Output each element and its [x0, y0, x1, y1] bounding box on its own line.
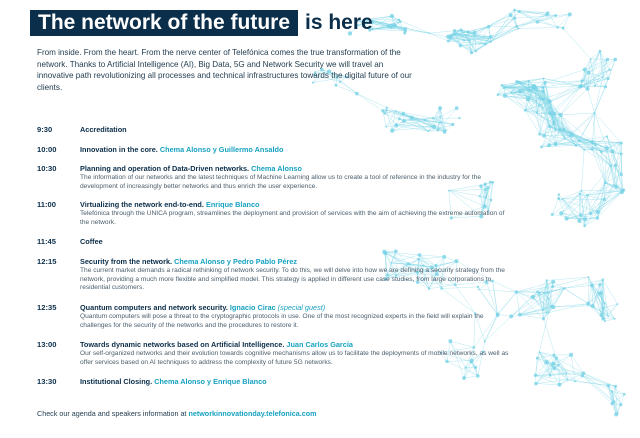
agenda-description: The information of our networks and the latest techniques of Machine Learning allow us to create a tool of reference in the industry for the development of increasingly better networks and thus enrich the user experience. — [80, 174, 481, 190]
agenda-time: 12:35 — [37, 303, 57, 312]
agenda-description: Quantum computers will pose a threat to the cryptographic protocols in use. One of the most recognized experts in the field will explain the challenges for the security of the networks and the procedures to restore it. — [80, 313, 484, 329]
agenda-title: Security from the network. — [80, 257, 173, 266]
agenda-speakers: Chema Alonso — [251, 164, 302, 173]
agenda-speakers: Ignacio Cirac — [229, 303, 276, 312]
agenda-time: 13:30 — [37, 377, 57, 386]
agenda-speakers: Enrique Blanco — [205, 200, 260, 209]
agenda-time: 13:00 — [37, 340, 57, 349]
agenda-time: 12:15 — [37, 257, 57, 266]
title-rest: is here — [305, 11, 373, 34]
agenda-speakers: Chema Alonso y Enrique Blanco — [154, 377, 267, 386]
agenda-time: 9:30 — [37, 125, 53, 134]
footer-text: Check our agenda and speakers information at — [37, 409, 187, 418]
agenda-note: (special guest) — [277, 303, 326, 312]
agenda-title: Towards dynamic networks based on Artificial Intelligence. — [80, 340, 285, 349]
footer-link[interactable]: networkinnovationday.telefonica.com — [188, 409, 317, 418]
agenda-title: Planning and operation of Data-Driven networks. — [80, 164, 250, 173]
page-title — [30, 10, 373, 36]
agenda-time: 10:30 — [37, 164, 57, 173]
agenda-title: Accreditation — [80, 125, 127, 134]
agenda-speakers: Chema Alonso y Guillermo Ansaldo — [159, 145, 284, 154]
footer — [37, 409, 317, 418]
agenda-description: Our self-organized networks and their evolution towards cognitive mechanisms allow us to facilitate the deployments of mobile networks, as well as offer services based on AI techniques to address the complexity of future 5G networks. — [80, 350, 509, 366]
agenda-title: Coffee — [80, 237, 103, 246]
agenda-time: 11:45 — [37, 237, 57, 246]
agenda-speakers: Chema Alonso y Pedro Pablo Pérez — [174, 257, 298, 266]
agenda-title: Institutional Closing. — [80, 377, 153, 386]
agenda-time: 10:00 — [37, 145, 57, 154]
agenda-speakers: Juan Carlos García — [286, 340, 353, 349]
agenda-description: Telefónica through the UNICA program, streamlines the deployment and provision of services with the aim of achieving the extreme automation of the network. — [80, 210, 505, 226]
title-highlight: The network of the future — [30, 10, 298, 36]
intro-paragraph: From inside. From the heart. From the nerve center of Telefónica comes the true transformation of the network. Thanks to Artificial Intelligence (AI), Big Data, 5G and Network Security we will travel an innovative path revolutionizing all processes and technical infrastructures towards the digital future of our clients. — [37, 48, 412, 92]
agenda-description: The current market demands a radical rethinking of network security. To do this, we will delve into how we are defining a security strategy from the network, providing a much more flexible and simplified model. This strategy is applied in different use case studies, from large corporations to residential customers. — [80, 267, 505, 292]
agenda-title: Virtualizing the network end-to-end. — [80, 200, 204, 209]
agenda-time: 11:00 — [37, 200, 57, 209]
agenda-title: Innovation in the core. — [80, 145, 158, 154]
agenda-title: Quantum computers and network security. — [80, 303, 228, 312]
